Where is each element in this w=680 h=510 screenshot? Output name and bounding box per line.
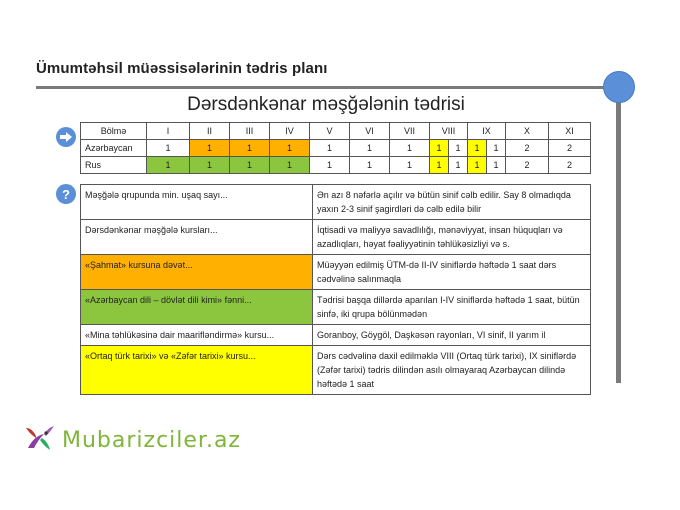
grade-cell: 1 [468,157,487,174]
activity-name: «Şahmat» kursuna dəvət... [81,255,313,290]
row-label: Azərbaycan [81,140,147,157]
activity-description: Tədrisi başqa dillərdə aparılan I-IV siniflərdə həftədə 1 saat, bütün sinfə, iki qrupa bölünmədən [313,290,591,325]
activities-table [80,184,591,395]
header-cell: I [147,123,190,140]
grade-cell: 1 [449,157,468,174]
grade-cell: 1 [230,140,270,157]
row-label: Rus [81,157,147,174]
question-icon: ? [56,184,76,204]
grade-cell: 1 [190,140,230,157]
grade-cell: 1 [468,140,487,157]
grades-table [80,122,591,174]
activity-description: Müəyyən edilmiş ÜTM-də II-IV siniflərdə həftədə 1 saat dərs cədvəlinə salınmaqla [313,255,591,290]
table-row [81,185,591,220]
activity-description: Ən azı 8 nəfərlə açılır və bütün sinif cəlb edilir. Say 8 olmadıqda yaxın 2-3 sinif şagirdləri də cəlb edilə bilir [313,185,591,220]
table-row [81,290,591,325]
grade-cell: 1 [147,140,190,157]
slide-side-bar [616,88,621,383]
grade-cell: 1 [270,140,310,157]
table-row [81,346,591,395]
activity-description: Dərs cədvəlinə daxil edilməklə VIII (Ortaq türk tarixi), IX siniflərdə (Zəfər tarixi) tədris dilindən asılı olmayaraq Azərbaycan dilində həftədə 1 saat [313,346,591,395]
grade-cell: 1 [390,157,430,174]
grade-cell: 1 [390,140,430,157]
header-cell: VIII [430,123,468,140]
grade-cell: 1 [147,157,190,174]
header-cell: II [190,123,230,140]
grades-row-azerbaijani [81,140,591,157]
grade-cell: 2 [506,140,549,157]
header-cell: VII [390,123,430,140]
grade-cell: 1 [430,140,449,157]
grade-cell: 1 [350,157,390,174]
activity-name: Dərsdənkənar məşğələ kursları... [81,220,313,255]
activity-name: «Azərbaycan dili – dövlət dili kimi» fənni... [81,290,313,325]
grade-cell: 1 [449,140,468,157]
grade-cell: 1 [190,157,230,174]
header-cell: VI [350,123,390,140]
table-row [81,220,591,255]
grade-cell: 2 [549,140,591,157]
grade-cell: 1 [230,157,270,174]
grade-cell: 1 [487,140,506,157]
grade-cell: 2 [549,157,591,174]
header-cell: X [506,123,549,140]
activity-name: «Ortaq türk tarixi» və «Zəfər tarixi» kursu... [81,346,313,395]
table-row [81,255,591,290]
activity-description: Goranboy, Göygöl, Daşkəsən rayonları, VI sinif, II yarım il [313,325,591,346]
header-cell: IV [270,123,310,140]
grade-cell: 1 [310,157,350,174]
title-divider [36,86,616,89]
activity-name: Məşğələ qrupunda min. uşaq sayı... [81,185,313,220]
grades-header-row [81,123,591,140]
page-title: Ümumtəhsil müəssisələrinin tədris planı [36,60,328,77]
grade-cell: 1 [487,157,506,174]
grades-row-russian [81,157,591,174]
table-row [81,325,591,346]
arrow-right-icon [56,127,76,147]
header-cell: III [230,123,270,140]
activity-name: «Mina təhlükəsinə dair maarifləndirmə» kursu... [81,325,313,346]
grade-cell: 2 [506,157,549,174]
grade-cell: 1 [270,157,310,174]
grade-cell: 1 [350,140,390,157]
header-cell: V [310,123,350,140]
hummingbird-flower-icon [24,422,58,459]
header-cell: XI [549,123,591,140]
site-logo[interactable] [24,424,241,456]
activity-description: İqtisadi və maliyyə savadlılığı, mənəviyyat, insan hüquqları və azadlıqları, həyat fəaliyyətinin təhlükəsizliyi və s. [313,220,591,255]
grade-cell: 1 [430,157,449,174]
logo-text: Mubarizciler.az [62,427,241,453]
header-cell: Bölmə [81,123,147,140]
header-cell: IX [468,123,506,140]
slide-title: Dərsdənkənar məşğələnin tədrisi [187,94,465,115]
grade-cell: 1 [310,140,350,157]
